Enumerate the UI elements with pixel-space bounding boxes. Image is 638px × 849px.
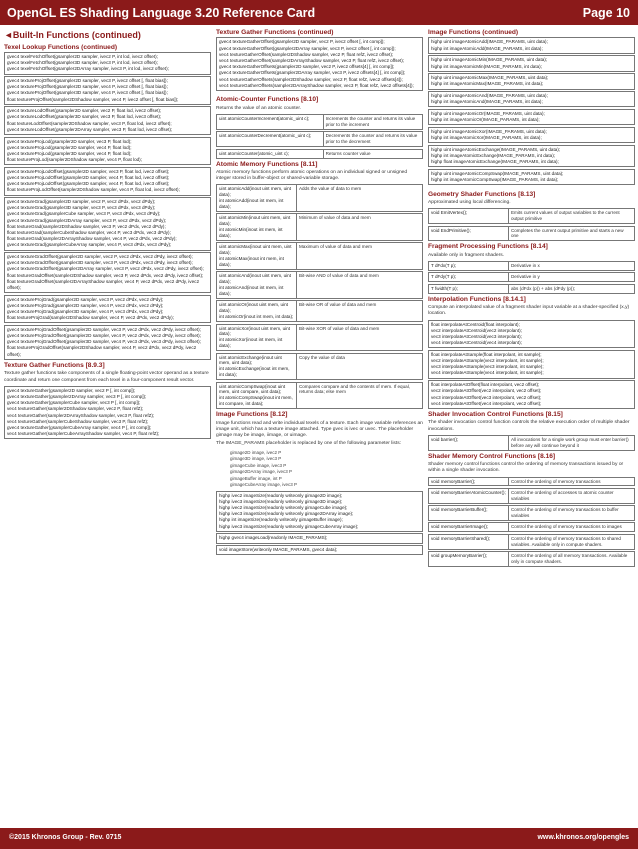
footer-copyright: ©2015 Khronos Group - Rev. 0715 <box>9 834 122 841</box>
texel-lookup-line: float textureLodOffset(sampler2DShadow sampler, vec3 P, float lod, ivec2 offset); <box>7 120 172 126</box>
geometry-shader-table <box>428 208 635 241</box>
texture-gather-cont-heading: Texture Gather Functions (continued) <box>216 29 334 36</box>
texture-gather-cont-line: vec4 textureGatherOffset(sampler2DArrayShadow sampler, vec3 P, float refZ, ivec2 offset); <box>219 58 405 63</box>
fragment-processing-signature: T dFdx(T p); <box>429 262 509 270</box>
texture-gather-line: gvec4 textureGather(gsamplerCubeArray sampler, vec4 P [, int comp]); <box>7 424 152 430</box>
atomic-memory-signature-line: uint atomicAdd(inout uint mem, uint data); <box>219 186 292 198</box>
texel-lookup-line: gvec4 textureGradOffset(gsampler2D sampler, vec2 P, vec2 dPdx, vec2 dPdy, ivec2 offset); <box>7 254 193 260</box>
image-atomic-line: highp uint imageAtomicAdd(IMAGE_PARAMS, uint data); <box>431 39 548 45</box>
image-functions-desc: Image functions read and write individual texels of a texture. Each image variable references an image unit, which has a texture image attached. Type gvec is ivec or uvec. The placeholder gimage may be image, iimage, or uimage. <box>216 420 423 439</box>
image-atomic-line: highp int imageAtomicMin(IMAGE_PARAMS, int data); <box>431 63 542 69</box>
atomic-memory-signature-line: uint atomicXor(inout uint mem, uint data); <box>219 325 290 337</box>
texel-lookup-line: float textureGrad(sampler2DShadow sampler, vec3 P, vec2 dPdx, vec2 dPdy); <box>7 223 166 229</box>
texel-lookup-line: float textureProjOffset(sampler2DShadow sampler, vec4 P, ivec2 offset [, float bias]); <box>7 96 179 102</box>
page-number: Page 10 <box>582 6 630 20</box>
image-atomic-line: highp int imageAtomicAnd(IMAGE_PARAMS, int data); <box>431 99 543 105</box>
image-param-line: gimageCubeArray image, ivec3 P <box>230 482 298 488</box>
image-load-line: highp gvec4 imageLoad(readonly IMAGE_PARAMS); <box>219 535 328 541</box>
atomic-memory-signature <box>217 383 297 409</box>
texture-gather-cont-line: gvec4 textureGatherOffsets(gsampler2DArray sampler, vec3 P, ivec2 offsets[4] [, int comp]); <box>219 70 406 76</box>
texel-lookup-line: gvec4 textureGrad(gsamplerCubeArray sampler, vec4 P, vec3 dPdx, vec3 dPdy); <box>7 242 172 248</box>
interpolation-line: vec2 interpolateAtSample(vec2 interpolant, int sample); <box>431 358 544 364</box>
atomic-memory-signature-line: int atomicXor(inout int mem, int data); <box>219 337 283 349</box>
footer-url: www.khronos.org/opengles <box>537 834 629 841</box>
atomic-memory-description: Copy the value of data <box>298 354 345 360</box>
fragment-processing-signature: T fwidth(T p); <box>429 285 509 293</box>
texture-gather-line: gvec4 textureGather(gsampler2DArray sampler, vec3 P [, int comp]); <box>7 393 147 399</box>
texel-lookup-line-group <box>4 167 211 196</box>
atomic-memory-row <box>216 271 423 299</box>
texel-lookup-line: float textureProjLod(sampler2DShadow sampler, vec4 P, float lod); <box>7 157 142 163</box>
atomic-counter-signature: uint atomicCounterIncrement(atomic_uint c); <box>217 115 324 129</box>
image-atomic-line-group <box>428 91 635 107</box>
image-param-line: gimage3D image, ivec3 P <box>230 456 282 462</box>
texel-lookup-line: gvec4 textureGrad(gsampler2D sampler, vec2 P, vec2 dPdx, vec2 dPdy); <box>7 199 156 205</box>
texture-gather-line: vec4 textureGather(sampler2DArrayShadow sampler, vec3 P, float refZ); <box>7 412 155 418</box>
texture-gather-line: vec4 textureGather(samplerCubeShadow sampler, vec3 P, float refZ); <box>7 418 149 424</box>
shader-invocation-signature: void barrier(); <box>429 436 509 450</box>
interpolation-line: vec3 interpolateAtOffset(vec3 interpolant, vec2 offset); <box>431 394 542 400</box>
shader-memory-signature: void memoryBarrier(); <box>429 478 509 486</box>
texture-gather-line: vec4 textureGather(samplerCubeArrayShadow sampler, vec4 P, float refZ); <box>7 431 160 437</box>
interpolation-list <box>428 320 635 409</box>
atomic-memory-heading: Atomic Memory Functions [8.11] <box>216 160 318 168</box>
texture-gather-cont-line: gvec4 textureGatherOffset(gsampler2D sampler, vec2 P, ivec2 offset [, int comp]); <box>219 39 385 45</box>
fragment-processing-description: Derivative in x <box>510 263 540 269</box>
image-atomic-line-group <box>428 169 635 185</box>
interpolation-desc: Compute an interpolated value of a fragment shader input variable at a shader-specified (x,y) location. <box>428 305 630 317</box>
atomic-memory-row <box>216 242 423 270</box>
image-atomic-line: highp uint imageAtomicMin(IMAGE_PARAMS, uint data); <box>431 57 548 63</box>
image-size-line: highp ivec3 imageSize(readonly writeonly gimageCubeArray image); <box>219 523 359 529</box>
texel-lookup-line: gvec4 textureProjGradOffset(gsampler2D sampler, vec4 P, vec2 dPdx, vec2 dPdy, ivec2 offset); <box>7 333 201 339</box>
image-atomic-line: highp int imageAtomicAdd(IMAGE_PARAMS, int data); <box>431 45 543 51</box>
page-header <box>0 0 638 25</box>
atomic-memory-signature-line: int atomicOr(inout int mem, int data); <box>219 314 294 320</box>
atomic-memory-signature-line: int atomicAnd(inout int mem, int data); <box>219 285 284 297</box>
interpolation-line: vec4 interpolateAtSample(vec4 interpolant, int sample); <box>431 370 544 376</box>
image-size-line: highp ivec2 imageSize(readonly writeonly gimageCube image); <box>219 505 348 511</box>
texture-gather-heading: Texture Gather Functions [8.9.3] <box>4 361 105 369</box>
texture-gather-cont-list <box>216 37 423 91</box>
column-right <box>428 27 635 825</box>
texel-lookup-line-group <box>4 197 211 251</box>
image-size-line: highp ivec2 imageSize(readonly writeonly gimage2D image); <box>219 492 343 498</box>
atomic-memory-description: Compares compare and the contents of mem. If equal, returns data; else mem <box>298 383 411 395</box>
image-param-line: gimage2DArray image, ivec3 P <box>230 469 293 475</box>
atomic-memory-signature-line: uint atomicExchange(inout uint mem, uint data); <box>219 354 282 366</box>
image-atomic-line: highp int imageAtomicOr(IMAGE_PARAMS, int data); <box>431 117 540 123</box>
page-title: OpenGL ES Shading Language 3.20 Reference Card <box>7 6 316 20</box>
atomic-counter-description: Returns counter value <box>325 150 371 156</box>
atomic-memory-row <box>216 300 423 322</box>
interpolation-line: vec2 interpolateAtCentroid(vec2 interpolant); <box>431 327 522 333</box>
shader-memory-table <box>428 477 635 567</box>
texel-lookup-heading: Texel Lookup Functions (continued) <box>4 43 118 51</box>
fragment-processing-row <box>428 284 635 294</box>
geometry-shader-row <box>428 226 635 242</box>
shader-memory-description: Control the ordering of memory transactions to buffer variables <box>510 507 619 519</box>
image-load-box <box>216 533 423 543</box>
interpolation-line: vec4 interpolateAtOffset(vec4 interpolant, vec2 offset); <box>431 400 542 406</box>
shader-memory-description: Control the ordering of memory transactions <box>510 478 601 484</box>
image-atomic-line: highp int imageAtomicExchange(IMAGE_PARAMS, int data); <box>431 152 556 158</box>
atomic-memory-description: Bit-wise AND of value of data and mem <box>298 273 379 279</box>
atomic-memory-description: Adds the value of data to mem <box>298 186 362 192</box>
atomic-memory-signature-line: uint atomicCompSwap(inout uint mem, uint compare, uint data); <box>219 383 286 395</box>
image-atomic-line: highp int imageAtomicXor(IMAGE_PARAMS, int data); <box>431 135 542 140</box>
fragment-processing-signature: T dFdy(T p); <box>429 273 509 281</box>
texture-gather-desc: Texture gather functions take components of a single floating-point vector operand as a texture coordinate and return one component from each texel in a four-component result vector. <box>4 371 209 383</box>
atomic-memory-row <box>216 184 423 212</box>
atomic-memory-signature-line: uint atomicMax(inout uint mem, uint data); <box>219 244 292 256</box>
texel-lookup-line: gvec4 textureProjOffset(gsampler2D sampler, vec4 P, ivec2 offset [, float bias]); <box>7 84 168 90</box>
atomic-counter-description: Increments the counter and returns its value prior to the increment <box>325 116 416 128</box>
column-middle <box>216 27 423 825</box>
atomic-memory-table <box>216 184 423 409</box>
fragment-processing-description: Derivative in y <box>510 274 540 280</box>
interpolation-line-group <box>428 320 635 349</box>
image-atomic-line: highp int imageAtomicCompSwap(IMAGE_PARAMS, int data); <box>431 176 559 182</box>
shader-memory-desc: Shader memory control functions control the ordering of memory transactions issued by or within a single shader invocation. <box>428 462 624 474</box>
texture-gather-cont-line: vec4 textureGatherOffset(sampler2DShadow sampler, vec2 P, float refZ, ivec2 offset); <box>219 51 394 57</box>
texel-lookup-line: gvec4 textureProjGrad(gsampler2D sampler, vec3 P, vec2 dPdx, vec2 dPdy); <box>7 296 164 302</box>
image-params-list <box>216 450 423 489</box>
geometry-shader-signature: void EmitVertex(); <box>429 209 509 223</box>
texel-lookup-line: gvec4 texelFetchOffset(gsampler2D sampler, ivec2 P, int lod, ivec2 offset); <box>7 53 158 59</box>
image-size-list <box>216 491 423 532</box>
image-atomic-line-group <box>428 145 635 168</box>
atomic-counter-row <box>216 149 423 159</box>
atomic-memory-signature-line: uint atomicAnd(inout uint mem, uint data); <box>219 273 292 285</box>
texel-lookup-line: float textureGradOffset(sampler2DShadow sampler, vec3 P, vec2 dPdx, vec2 dPdy, ivec2 offset); <box>7 272 204 278</box>
atomic-memory-row <box>216 324 423 352</box>
atomic-memory-signature <box>217 185 297 211</box>
image-store-line: void imageStore(writeonly IMAGE_PARAMS, gvec4 data); <box>219 547 338 553</box>
texel-lookup-line: gvec4 textureProjLodOffset(gsampler3D sampler, vec4 P, float lod, ivec3 offset); <box>7 181 170 187</box>
interpolation-line-group <box>428 350 635 379</box>
interpolation-line: float interpolateAtOffset(float interpolant, vec2 offset); <box>431 382 540 388</box>
shader-invocation-row <box>428 435 635 451</box>
atomic-counter-desc: Returns the value of an atomic counter. <box>216 105 302 111</box>
texel-lookup-line: gvec4 textureGrad(gsampler3D sampler, vec3 P, vec3 dPdx, vec3 dPdy); <box>7 205 156 211</box>
shader-memory-signature: void memoryBarrierAtomicCounter(); <box>429 489 509 503</box>
atomic-memory-signature-line: int atomicExchange(inout int mem, int data); <box>219 366 290 378</box>
texel-lookup-line: gvec4 textureProjLodOffset(gsampler2D sampler, vec3 P, float lod, ivec2 offset); <box>7 168 170 174</box>
fragment-processing-row <box>428 261 635 271</box>
atomic-counter-signature: uint atomicCounterDecrement(atomic_uint c); <box>217 132 324 146</box>
texel-lookup-line: gvec4 textureProjLod(gsampler2D sampler, vec3 P, float lod); <box>7 138 132 144</box>
atomic-memory-signature-line: uint atomicOr(inout uint mem, uint data); <box>219 302 288 314</box>
image-size-line: highp int imageSize(readonly writeonly gimageBuffer image); <box>219 517 343 523</box>
image-atomic-line: highp uint imageAtomicExchange(IMAGE_PARAMS, uint data); <box>431 146 561 152</box>
image-functions-cont-heading: Image Functions (continued) <box>428 29 519 36</box>
geometry-shader-desc: Approximated using local differencing. <box>428 200 511 206</box>
image-store-box <box>216 545 423 555</box>
shader-invocation-heading: Shader Invocation Control Functions [8.15] <box>428 410 563 418</box>
texel-lookup-line: gvec4 textureGradOffset(gsampler3D sampler, vec3 P, vec3 dPdx, vec3 dPdy, ivec3 offset); <box>7 260 193 266</box>
image-atomic-line-group <box>428 55 635 71</box>
atomic-memory-signature-line: int atomicCompSwap(inout int mem, int compare, int data); <box>219 395 293 407</box>
atomic-memory-signature-line: int atomicAdd(inout int mem, int data); <box>219 198 284 210</box>
texture-gather-line: gvec4 textureGather(gsamplerCube sampler, vec3 P [, int comp]); <box>7 400 141 406</box>
image-atomic-line-group <box>428 37 635 53</box>
atomic-counter-table <box>216 114 423 158</box>
texel-lookup-line: gvec4 textureProjGradOffset(gsampler3D sampler, vec4 P, vec3 dPdx, vec3 dPdy, ivec3 offset); <box>7 339 201 345</box>
texel-lookup-line-group <box>4 252 211 293</box>
atomic-memory-description: Minimum of value of data and mem <box>298 215 371 221</box>
atomic-memory-description: Bit-wise OR of value of data and mem <box>298 302 377 308</box>
atomic-memory-signature <box>217 301 297 321</box>
texel-lookup-line: gvec4 textureProjGrad(gsampler2D sampler, vec4 P, vec2 dPdx, vec2 dPdy); <box>7 302 164 308</box>
atomic-counter-row <box>216 114 423 130</box>
texture-gather-line: vec4 textureGather(sampler2DShadow sampler, vec2 P, float refZ); <box>7 406 144 412</box>
shader-memory-signature: void memoryBarrierImage(); <box>429 523 509 531</box>
image-param-line: gimage2D image, ivec2 P <box>230 449 282 455</box>
shader-memory-row <box>428 551 635 567</box>
shader-memory-description: Control the ordering of all memory transactions. Available only in compute shaders. <box>510 553 628 564</box>
geometry-shader-description: Completes the current output primitive and starts a new one <box>510 227 624 239</box>
atomic-memory-signature <box>217 325 297 351</box>
image-functions-heading: Image Functions [8.12] <box>216 411 288 419</box>
texture-gather-line: gvec4 textureGather(gsampler2D sampler, vec2 P [, int comp]); <box>7 387 136 393</box>
texel-lookup-line: gvec4 texelFetchOffset(gsampler2DArray sampler, ivec3 P, int lod, ivec2 offset); <box>7 66 169 72</box>
fragment-processing-desc: Available only in fragment shaders. <box>428 252 505 258</box>
atomic-counter-heading: Atomic-Counter Functions [8.10] <box>216 96 319 104</box>
atomic-memory-signature-line: int atomicMin(inout int mem, int data); <box>219 227 283 239</box>
image-param-line: gimageCube image, ivec3 P <box>230 462 287 468</box>
interpolation-heading: Interpolation Functions [8.14.1] <box>428 295 526 303</box>
shader-invocation-desc: The shader invocation control function controls the relative execution order of multiple shader invocations. <box>428 420 630 432</box>
texel-lookup-line: float textureProjGrad(sampler2DShadow sampler, vec4 P, vec2 dPdx, vec2 dPdy); <box>7 315 174 321</box>
atomic-counter-signature: uint atomicCounter(atomic_uint c); <box>217 150 324 158</box>
texel-lookup-line-group <box>4 106 211 135</box>
texel-lookup-line: gvec4 textureLodOffset(gsampler2D sampler, vec2 P, float lod, ivec2 offset); <box>7 108 162 114</box>
fragment-processing-description: abs (dFdx (p)) + abs (dFdy (p)); <box>510 285 576 291</box>
texel-lookup-line: gvec4 textureGrad(gsampler2DArray sampler, vec3 P, vec2 dPdx, vec2 dPdy); <box>7 217 167 223</box>
texel-lookup-line: gvec4 textureGrad(gsamplerCube sampler, vec3 P, vec3 dPdx, vec3 dPdy); <box>7 211 161 217</box>
interpolation-line: vec3 interpolateAtSample(vec3 interpolant, int sample); <box>431 364 544 370</box>
geometry-shader-row <box>428 208 635 224</box>
atomic-memory-row <box>216 382 423 410</box>
atomic-memory-signature <box>217 243 297 269</box>
shader-memory-signature: void memoryBarrierShared(); <box>429 535 509 549</box>
geometry-shader-description: Emits current values of output variables to the current output primitive <box>510 210 620 222</box>
image-atomic-line: highp uint imageAtomicAnd(IMAGE_PARAMS, uint data); <box>431 93 548 99</box>
texel-lookup-line: float textureGradOffset(sampler2DArrayShadow sampler, vec4 P, vec2 dPdx, vec2 dPdy, ivec2 offset); <box>7 278 200 290</box>
atomic-memory-desc: Atomic memory functions perform atomic operations on an individual signed or unsigned integer stored in buffer-object or shared-variable storage. <box>216 169 408 182</box>
atomic-counter-row <box>216 131 423 147</box>
texel-lookup-line: float textureGrad(sampler2DArrayShadow sampler, vec4 P, vec2 dPdx, vec2 dPdy); <box>7 236 177 242</box>
image-atomic-line-group <box>428 109 635 125</box>
texel-lookup-line-group <box>4 76 211 105</box>
interpolation-line: float interpolateAtCentroid(float interpolant); <box>431 321 520 327</box>
texel-lookup-line: float textureGrad(samplerCubeShadow sampler, vec4 P, vec3 dPdx, vec3 dPdy); <box>7 229 171 235</box>
shader-memory-row <box>428 505 635 521</box>
texel-lookup-line: gvec4 texelFetchOffset(gsampler3D sampler, ivec3 P, int lod, ivec3 offset); <box>7 60 158 66</box>
shader-memory-row <box>428 522 635 532</box>
image-params-desc: The IMAGE_PARAMS placeholder is replaced by one of the following parameter lists: <box>216 441 402 447</box>
texture-gather-cont-line: gvec4 textureGatherOffsets(gsampler2D sampler, vec2 P, ivec2 offsets[4] [, int comp]); <box>219 64 395 70</box>
texel-lookup-line: gvec4 textureProjOffset(gsampler2D sampler, vec3 P, ivec2 offset [, float bias]); <box>7 78 168 84</box>
shader-memory-signature: void groupMemoryBarrier(); <box>429 552 509 566</box>
atomic-memory-signature <box>217 354 297 380</box>
image-atomic-line: highp uint imageAtomicCompSwap(IMAGE_PARAMS, uint data); <box>431 170 564 176</box>
image-param-line: gimageBuffer image, int P <box>230 475 282 481</box>
interpolation-line: vec2 interpolateAtOffset(vec2 interpolant, vec2 offset); <box>431 388 542 394</box>
texel-lookup-line-group <box>4 52 211 75</box>
atomic-memory-row <box>216 213 423 241</box>
texture-gather-cont-line: vec4 textureGatherOffsets(sampler2DShadow sampler, vec2 P, float refZ, ivec2 offsets[4]); <box>219 76 403 82</box>
shader-memory-description: Control the ordering of memory transactions to images <box>510 524 622 530</box>
texel-lookup-list <box>4 52 211 360</box>
atomic-memory-description: Bit-wise XOR of value of data and mem <box>298 325 380 331</box>
texel-lookup-line: gvec4 textureLodOffset(gsampler2DArray sampler, vec3 P, float lod, ivec2 offset); <box>7 126 173 132</box>
texture-gather-cont-line: gvec4 textureGatherOffset(gsampler2DArray sampler, vec3 P, ivec2 offset [, int comp]); <box>219 45 396 51</box>
image-atomic-line-group <box>428 73 635 89</box>
geometry-shader-signature: void EndPrimitive(); <box>429 227 509 241</box>
interpolation-line-group <box>428 380 635 409</box>
image-size-line: highp ivec3 imageSize(readonly writeonly gimage2DArray image); <box>219 511 354 517</box>
texel-lookup-line: gvec4 textureGradOffset(gsampler2DArray sampler, vec3 P, vec2 dPdx, vec2 dPdy, ivec2 offset); <box>7 266 204 272</box>
image-atomic-line: highp int imageAtomicMax(IMAGE_PARAMS, int data); <box>431 81 544 87</box>
image-atomic-line: highp uint imageAtomicXor(IMAGE_PARAMS, uint data); <box>431 128 547 134</box>
atomic-memory-signature-line: int atomicMax(inout int mem, int data); <box>219 256 284 268</box>
interpolation-line: vec4 interpolateAtCentroid(vec4 interpolant); <box>431 340 522 346</box>
fragment-processing-heading: Fragment Processing Functions [8.14] <box>428 243 548 251</box>
atomic-memory-description: Maximum of value of data and mem <box>298 244 372 250</box>
texel-lookup-line: float textureProjGradOffset(sampler2DShadow sampler, vec4 P, vec2 dPdx, vec2 dPdy, ivec2 offset); <box>7 345 197 357</box>
texel-lookup-line: gvec4 textureProjGradOffset(gsampler2D sampler, vec3 P, vec2 dPdx, vec2 dPdy, ivec2 offset); <box>7 326 201 332</box>
texel-lookup-line-group <box>4 137 211 166</box>
image-atomic-line: highp uint imageAtomicOr(IMAGE_PARAMS, uint data); <box>431 110 545 116</box>
interpolation-line: vec3 interpolateAtCentroid(vec3 interpolant); <box>431 334 522 339</box>
texel-lookup-line: float textureProjLodOffset(sampler2DShadow sampler, vec4 P, float lod, ivec2 offset); <box>7 187 180 193</box>
shader-invocation-table <box>428 435 635 451</box>
texture-gather-cont-line: vec4 textureGatherOffsets(sampler2DArrayShadow sampler, vec3 P, float refZ, ivec2 offsets[4]); <box>219 82 414 88</box>
atomic-memory-signature <box>217 272 297 298</box>
shader-memory-row <box>428 488 635 504</box>
texel-lookup-line-group <box>4 325 211 360</box>
page-footer <box>0 828 638 849</box>
texel-lookup-line: gvec4 textureLodOffset(gsampler3D sampler, vec3 P, float lod, ivec3 offset); <box>7 114 162 120</box>
builtin-functions-heading: ◄Built-In Functions (continued) <box>4 30 141 40</box>
atomic-memory-row <box>216 353 423 381</box>
shader-memory-row <box>428 534 635 550</box>
shader-invocation-description: All invocations for a single work group must enter barrier() before any will continue beyond it <box>510 436 629 448</box>
texel-lookup-line: gvec4 textureProjLodOffset(gsampler2D sampler, vec4 P, float lod, ivec2 offset); <box>7 174 170 180</box>
atomic-memory-signature-line: uint atomicMin(inout uint mem, uint data); <box>219 215 291 227</box>
image-atomic-line: highp uint imageAtomicMax(IMAGE_PARAMS, uint data); <box>431 75 549 81</box>
image-atomic-line-group <box>428 127 635 143</box>
shader-memory-signature: void memoryBarrierBuffer(); <box>429 506 509 520</box>
image-size-line: highp ivec3 imageSize(readonly writeonly gimage3D image); <box>219 498 343 504</box>
geometry-shader-heading: Geometry Shader Functions [8.13] <box>428 190 536 198</box>
shader-memory-row <box>428 477 635 487</box>
shader-memory-heading: Shader Memory Control Functions [8.16] <box>428 452 556 460</box>
image-atomic-list <box>428 37 635 185</box>
texel-lookup-line: gvec4 textureProjLod(gsampler2D sampler, vec4 P, float lod); <box>7 144 132 150</box>
atomic-counter-description: Decrements the counter and returns its value prior to the decrement <box>325 133 418 145</box>
texel-lookup-line: gvec4 textureProjGrad(gsampler3D sampler, vec4 P, vec3 dPdx, vec3 dPdy); <box>7 309 164 315</box>
texel-lookup-line: gvec4 textureProjOffset(gsampler3D sampler, vec4 P, ivec3 offset [, float bias]); <box>7 90 168 96</box>
texture-gather-list <box>4 386 211 440</box>
texel-lookup-line-group <box>4 295 211 324</box>
column-left <box>4 27 211 825</box>
fragment-processing-table <box>428 261 635 294</box>
fragment-processing-row <box>428 272 635 282</box>
texel-lookup-line: gvec4 textureProjLod(gsampler3D sampler, vec4 P, float lod); <box>7 150 132 156</box>
shader-memory-description: Control the ordering of memory transactions to shared variables. Available only in compute shaders. <box>510 535 621 547</box>
shader-memory-description: Control the ordering of accesses to atomic counter variables <box>510 489 614 501</box>
atomic-memory-signature <box>217 214 297 240</box>
interpolation-line: float interpolateAtSample(float interpolant, int sample); <box>431 351 542 357</box>
image-atomic-line: highp float imageAtomicExchange(IMAGE_PARAMS, int data); <box>431 159 559 165</box>
